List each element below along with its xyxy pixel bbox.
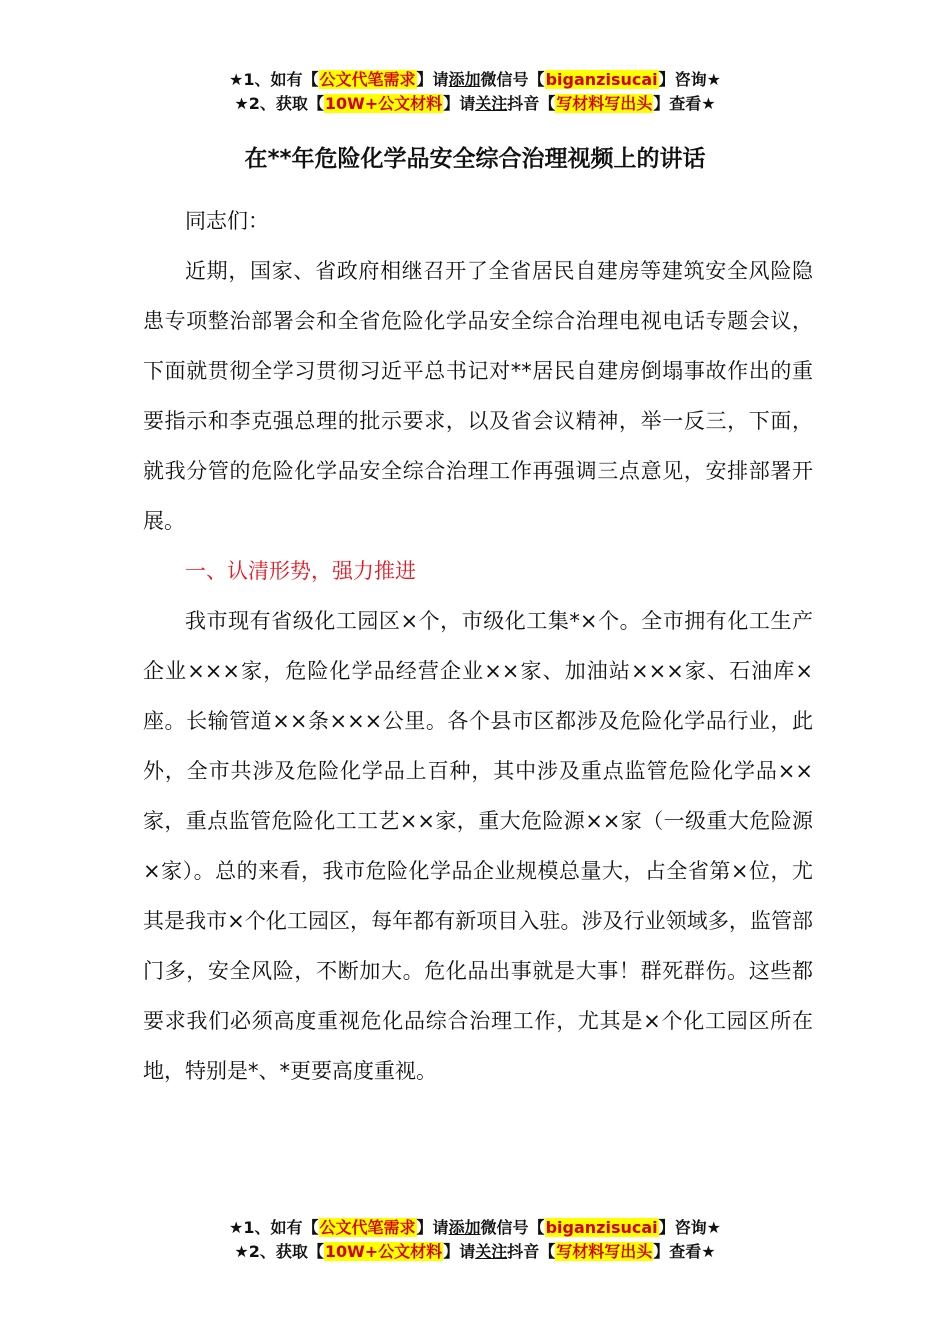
- paragraph-situation: 我市现有省级化工园区×个，市级化工集*×个。全市拥有化工生产企业×××家，危险化学品经营企业××家、加油站×××家、石油库×座。长输管道××条×××公里。各个县市区都涉及危险化学品行业，此外，全市共涉及危险化学品上百种，其中涉及重点监管危险化学品××家，重点监管危险化工工艺××家，重大危险源××家（一级重大危险源×家）。总的来看，我市危险化学品企业规模总量大，占全省第×位，尤其是我市×个化工园区，每年都有新项目入驻。涉及行业领域多，监管部门多，安全风险，不断加大。危化品出事就是大事！群死群伤。这些都要求我们必须高度重视危化品综合治理工作，尤其是×个化工园区所在地，特别是*、*更要高度重视。: [143, 609, 813, 1083]
- promo-line-1: ★1、如有【公文代笔需求】请添加微信号【biganzisucai】咨询★: [229, 1218, 721, 1237]
- paragraph-intro: 近期，国家、省政府相继召开了全省居民自建房等建筑安全风险隐患专项整治部署会和全省危险化学品安全综合治理电视电话专题会议，下面就贯彻全学习贯彻习近平总书记对**居民自建房倒塌事故作出的重要指示和李克强总理的批示要求，以及省会议精神，举一反三，下面，就我分管的危险化学品安全综合治理工作再强调三点意见，安排部署开展。: [143, 259, 813, 533]
- highlight-douyin-account: 写材料写出头: [556, 94, 653, 113]
- promo-line-1: ★1、如有【公文代笔需求】请添加微信号【biganzisucai】咨询★: [229, 70, 721, 89]
- highlight-service: 公文代笔需求: [319, 1218, 416, 1237]
- promo-line-2: ★2、获取【10W+公文材料】请关注抖音【写材料写出头】查看★: [234, 1242, 716, 1261]
- underline-add: 添加: [448, 1218, 481, 1237]
- highlight-wechat-id: biganzisucai: [545, 1218, 658, 1237]
- promo-banner-bottom: [0, 1216, 950, 1264]
- section-heading-1: 一、认清形势，强力推进: [185, 559, 416, 583]
- underline-add: 添加: [448, 70, 481, 89]
- highlight-materials: 10W+公文材料: [324, 94, 443, 113]
- document-body: [143, 196, 813, 1096]
- underline-follow: 关注: [475, 94, 508, 113]
- highlight-douyin-account: 写材料写出头: [556, 1242, 653, 1261]
- promo-banner-top: [0, 68, 950, 116]
- promo-line-2: ★2、获取【10W+公文材料】请关注抖音【写材料写出头】查看★: [234, 94, 716, 113]
- highlight-materials: 10W+公文材料: [324, 1242, 443, 1261]
- highlight-wechat-id: biganzisucai: [545, 70, 658, 89]
- highlight-service: 公文代笔需求: [319, 70, 416, 89]
- greeting: 同志们：: [185, 209, 269, 233]
- document-title: 在**年危险化学品安全综合治理视频上的讲话: [244, 146, 706, 172]
- underline-follow: 关注: [475, 1242, 508, 1261]
